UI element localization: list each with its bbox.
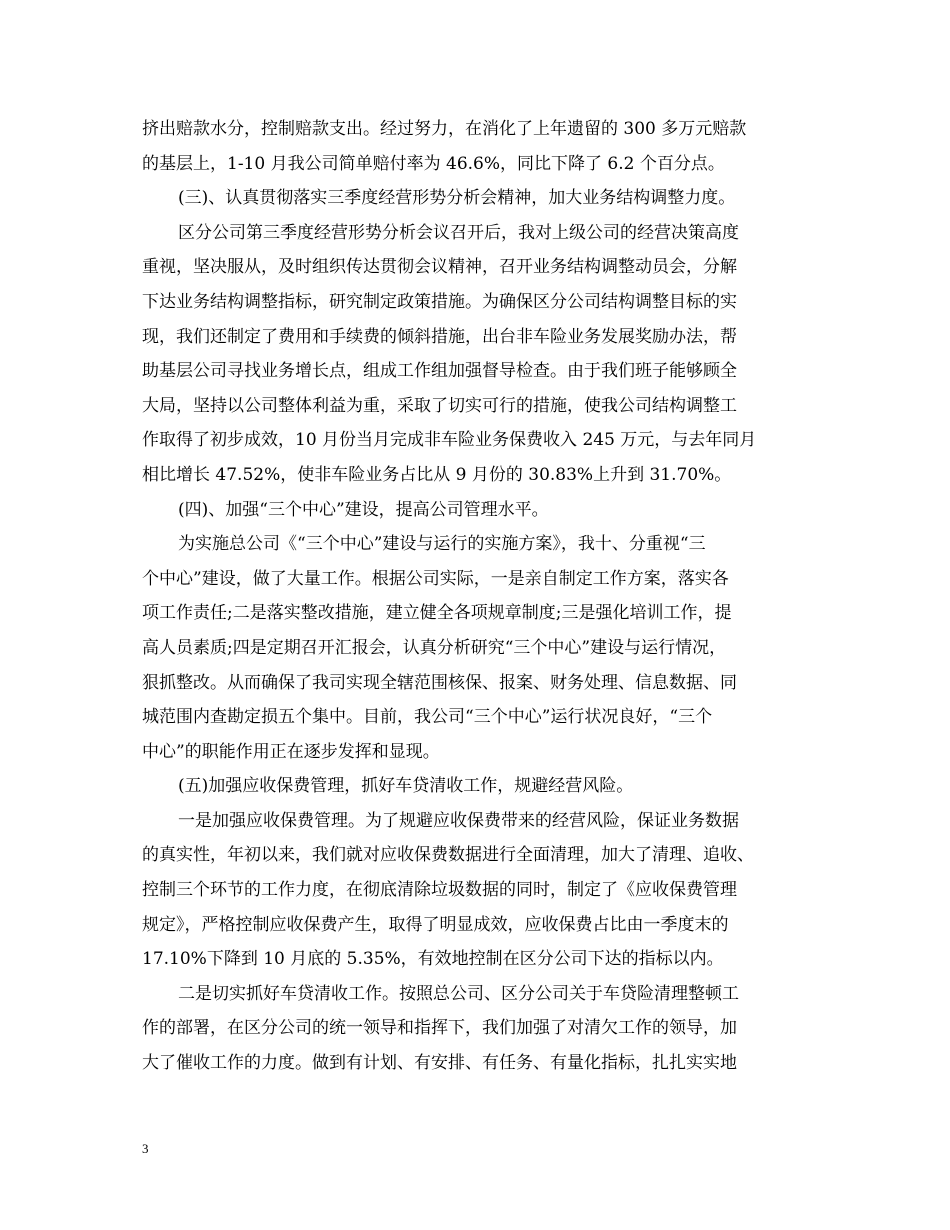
- text-line: 17.10%下降到 10 月底的 5.35%，有效地控制在区分公司下达的指标以内。: [142, 949, 724, 970]
- paragraph-first-line: (五)加强应收保费管理，抓好车贷清收工作，规避经营风险。: [178, 776, 634, 797]
- paragraph-first-line: 一是加强应收保费管理。为了规避应收保费带来的经营风险，保证业务数据: [178, 810, 739, 831]
- text-line: 项工作责任;二是落实整改措施，建立健全各项规章制度;三是强化培训工作，提: [142, 603, 732, 624]
- text-line: 规定》，严格控制应收保费产生，取得了明显成效，应收保费占比由一季度末的: [142, 914, 729, 935]
- text-line: 大局，坚持以公司整体利益为重，采取了切实可行的措施，使我公司结构调整工: [142, 395, 737, 416]
- paragraph-first-line: (四)、加强“三个中心”建设，提高公司管理水平。: [178, 499, 549, 520]
- text-line: 狠抓整改。从而确保了我司实现全辖范围核保、报案、财务处理、信息数据、同: [142, 672, 737, 693]
- paragraph-first-line: (三)、认真贯彻落实三季度经营形势分析会精神，加大业务结构调整力度。: [178, 188, 736, 209]
- text-line: 大了催收工作的力度。做到有计划、有安排、有任务、有量化指标，扎扎实实地: [142, 1053, 737, 1074]
- text-line: 中心”的职能作用正在逐步发挥和显现。: [142, 741, 440, 762]
- text-line: 挤出赔款水分，控制赔款支出。经过努力，在消化了上年遗留的 300 多万元赔款: [142, 119, 747, 139]
- text-line: 作的部署，在区分公司的统一领导和指挥下，我们加强了对清欠工作的领导，加: [142, 1018, 737, 1039]
- text-line: 现，我们还制定了费用和手续费的倾斜措施，出台非车险业务发展奖励办法，帮: [142, 326, 737, 347]
- text-line: 个中心”建设，做了大量工作。根据公司实际，一是亲自制定工作方案，落实各: [142, 568, 729, 589]
- text-line: 助基层公司寻找业务增长点，组成工作组加强督导检查。由于我们班子能够顾全: [142, 361, 737, 382]
- text-line: 城范围内查勘定损五个集中。目前，我公司“三个中心”运行状况良好，“三个: [142, 707, 713, 728]
- text-line: 的真实性，年初以来，我们就对应收保费数据进行全面清理，加大了清理、追收、: [142, 845, 754, 866]
- paragraph-first-line: 为实施总公司《“三个中心”建设与运行的实施方案》，我十、分重视“三: [178, 534, 706, 555]
- page-number: 3: [142, 1141, 149, 1156]
- text-line: 作取得了初步成效，10 月份当月完成非车险业务保费收入 245 万元，与去年同月: [142, 430, 757, 451]
- text-line: 高人员素质;四是定期召开汇报会，认真分析研究“三个中心”建设与运行情况，: [142, 637, 727, 658]
- paragraph-first-line: 区分公司第三季度经营形势分析会议召开后，我对上级公司的经营决策高度: [178, 222, 739, 243]
- text-line: 下达业务结构调整指标，研究制定政策措施。为确保区分公司结构调整目标的实: [142, 291, 737, 312]
- text-line: 的基层上，1-10 月我公司简单赔付率为 46.6%，同比下降了 6.2 个百分点。: [142, 153, 725, 174]
- text-line: 相比增长 47.52%，使非车险业务占比从 9 月份的 30.83%上升到 31.70%。: [142, 464, 732, 485]
- text-line: 重视，坚决服从，及时组织传达贯彻会议精神，召开业务结构调整动员会，分解: [142, 257, 737, 278]
- paragraph-first-line: 二是切实抓好车贷清收工作。按照总公司、区分公司关于车贷险清理整顿工: [178, 983, 739, 1004]
- document-body: [142, 112, 822, 1081]
- text-line: 控制三个环节的工作力度，在彻底清除垃圾数据的同时，制定了《应收保费管理: [142, 880, 737, 901]
